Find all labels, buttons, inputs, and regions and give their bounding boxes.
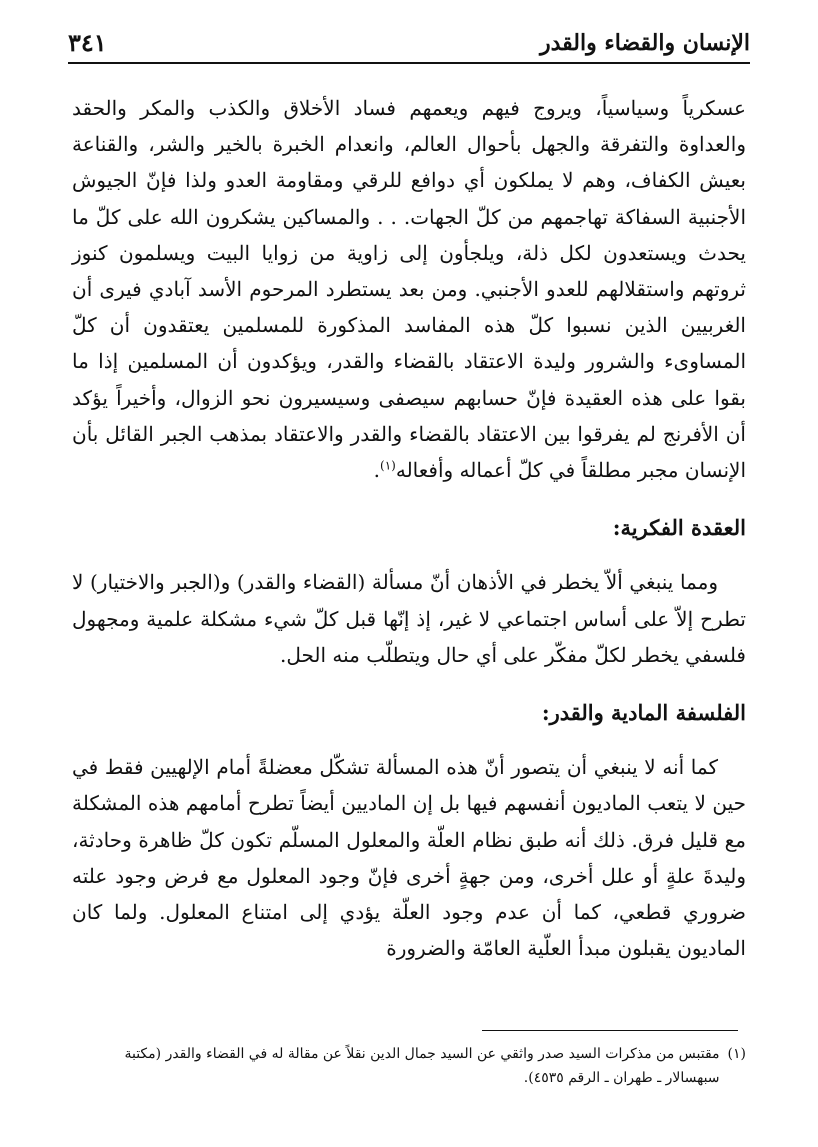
paragraph-1 [72, 90, 746, 488]
footnote-reference: (١) [380, 458, 396, 473]
header-rule [68, 62, 750, 64]
footnote-marker: (١) [727, 1046, 746, 1062]
paragraph-3: كما أنه لا ينبغي أن يتصور أنّ هذه المسألة تشكّل معضلةً أمام الإلهيين فقط في حين لا يتعب الماديون أنفسهم فيها بل إن الماديين أيضاً تطرح أمامهم هذه المشكلة مع قليل فرق. ذلك أنه طبق نظام العلّة والمعلول المسلّم تكون كلّ ظاهرة وحادثة، وليدةَ علةٍ أو علل أخرى، ومن جهةٍ أخرى فإنّ وجود المعلول مع فرض وجود علته ضروري قطعي، كما أن عدم وجود العلّة يؤدي إلى امتناع المعلول. ولما كان الماديون يقبلون مبدأ العلّية العامّة والضرورة [72, 755, 747, 961]
footnotes [72, 1042, 746, 1090]
paragraph-2: ومما ينبغي ألاّ يخطر في الأذهان أنّ مسألة (القضاء والقدر) و(الجبر والاختيار) لا تطرح إلاّ على أساس اجتماعي لا غير، إذ إنّها قبل كلّ شيء مشكلة علمية ومجهول فلسفي يخطر لكلّ مفكّر على أي حال ويتطلّب منه الحل. [72, 570, 747, 667]
page-number: ٣٤١ [68, 28, 107, 57]
paragraph-1-end: . [373, 458, 381, 483]
footnote-text: مقتبس من مذكرات السيد صدر واثقي عن السيد جمال الدين نقلاً عن مقالة له في القضاء والقدر (مكتبة سبهسالار ـ طهران ـ الرقم ٤٥٣٥). [124, 1046, 720, 1086]
footnote-item [72, 1042, 746, 1090]
page-header [68, 22, 750, 62]
footnote-rule [482, 1030, 738, 1031]
paragraph-1-text: عسكرياً وسياسياً، ويروج فيهم ويعمهم فساد الأخلاق والكذب والمكر والحقد والعداوة والتفرقة والجهل بأحوال العالم، وانعدام الخبرة بالخير والشر، والقناعة بعيش الكفاف، وهم لا يملكون أي دوافع للرقي ومقاومة العدو ولذا فإنّ الجيوش الأجنبية السفاكة تهاجمهم من كلّ الجهات. . . والمساكين يشكرون الله على كلّ ما يحدث ويستعدون لكل ذلة، ويلجأون إلى زاوية من زوايا البيت ويسلمون كنوز ثروتهم واستقلالهم للعدو الأجنبي. ومن بعد يستطرد المرحوم الأسد آبادي فيرى أن الغربيين الذين نسبوا كلّ هذه المفاسد المذكورة للمسلمين يعتقدون أن كلّ المساوىء والشرور وليدة الاعتقاد بالقضاء والقدر، ويؤكدون أن المسلمين إذا ما بقوا على هذه العقيدة فإنّ حسابهم سيصفى وسيسيرون نحو الزوال، وأخيراً يؤكد أن الأفرنج لم يفرقوا بين الاعتقاد بالقضاء والقدر والاعتقاد بمذهب الجبر القائل بأن الإنسان مجبر مطلقاً في كلّ أعماله وأفعاله [72, 96, 746, 483]
section-heading-materialist-philosophy: الفلسفة المادية والقدر: [541, 700, 746, 726]
main-text [72, 90, 746, 966]
running-title: الإنسان والقضاء والقدر [539, 30, 750, 56]
section-heading-intellectual-knot: العقدة الفكرية: [612, 515, 746, 541]
